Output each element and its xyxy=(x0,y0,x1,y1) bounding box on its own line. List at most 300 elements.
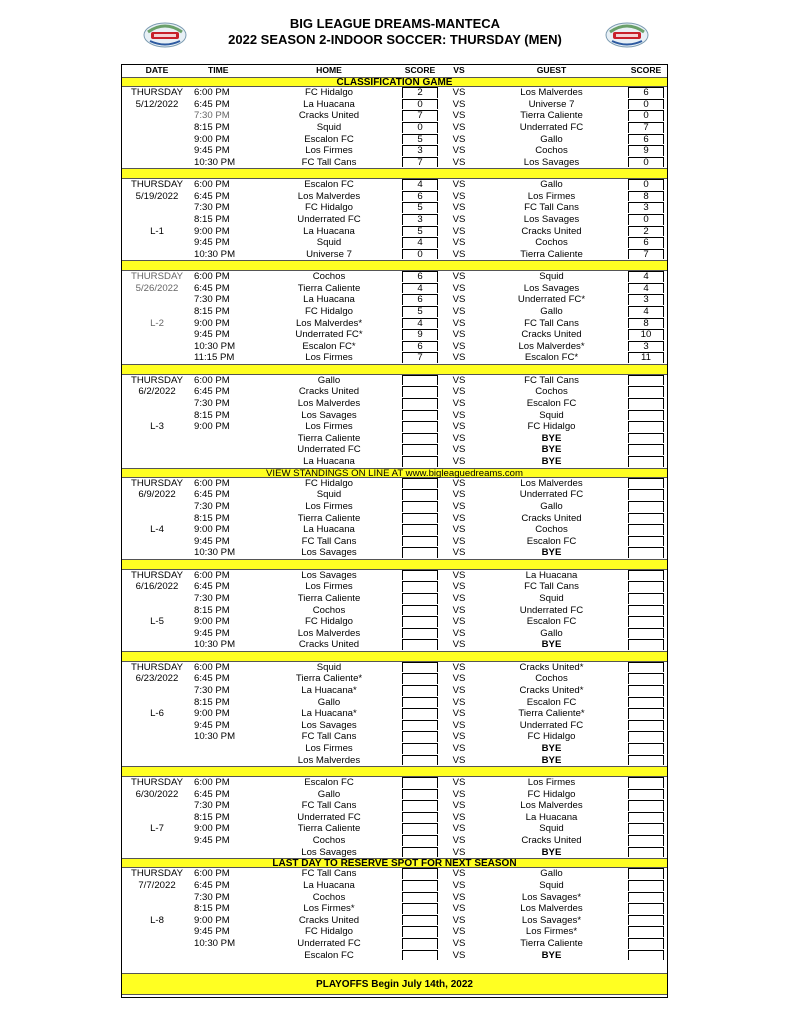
game-row xyxy=(122,306,667,318)
game-time xyxy=(194,456,258,468)
schedule-table xyxy=(121,64,668,998)
home-score xyxy=(402,456,438,468)
vs-label: VS xyxy=(452,846,466,858)
vs-label: VS xyxy=(452,512,466,524)
vs-label: VS xyxy=(452,938,466,949)
guest-team: Cracks United xyxy=(521,835,582,846)
guest-team: Squid xyxy=(539,593,564,604)
home-score: 0 xyxy=(417,98,423,110)
home-score xyxy=(402,823,438,835)
game-time: 6:00 PM xyxy=(194,569,230,581)
game-time: 6:45 PM xyxy=(194,98,230,110)
home-team: Los Savages xyxy=(301,719,357,731)
vs-label: VS xyxy=(452,456,466,467)
game-time: 6:00 PM xyxy=(194,777,230,788)
guest-score: 8 xyxy=(643,190,649,202)
home-score xyxy=(402,478,438,490)
vs-label: VS xyxy=(452,477,466,489)
game-row xyxy=(122,697,667,709)
week-label: L-5 xyxy=(150,616,164,628)
game-time: 10:30 PM xyxy=(194,156,236,168)
guest-team: Squid xyxy=(539,409,564,421)
guest-score: 3 xyxy=(643,340,649,352)
game-row xyxy=(122,410,667,422)
vs-label: VS xyxy=(452,868,466,880)
vs-label: VS xyxy=(452,593,466,604)
guest-team: Los Malverdes xyxy=(520,87,583,99)
guest-score xyxy=(628,755,664,767)
game-row xyxy=(122,616,667,628)
week-date: 5/12/2022 xyxy=(135,98,179,110)
weekday-label: THURSDAY xyxy=(130,374,184,386)
game-time: 8:15 PM xyxy=(194,811,230,823)
vs-label: VS xyxy=(452,386,466,398)
guest-team: Los Firmes xyxy=(527,190,576,202)
game-row xyxy=(122,329,667,341)
home-score xyxy=(402,375,438,387)
home-team: FC Tall Cans xyxy=(301,156,357,168)
guest-team: Squid xyxy=(539,880,564,891)
guest-team: FC Hidalgo xyxy=(527,788,576,800)
home-score xyxy=(402,673,438,685)
game-time: 6:00 PM xyxy=(194,477,230,489)
vs-label: VS xyxy=(452,145,466,157)
home-team: Underrated FC xyxy=(297,811,361,823)
vs-label: VS xyxy=(452,98,466,110)
guest-team: Los Malverdes xyxy=(520,800,583,812)
vs-label: VS xyxy=(452,133,466,145)
game-time: 10:30 PM xyxy=(194,547,236,559)
guest-score-column-header: SCORE xyxy=(630,65,662,75)
game-time: 6:45 PM xyxy=(194,880,230,891)
home-score xyxy=(402,501,438,513)
game-row xyxy=(122,87,667,99)
game-time xyxy=(194,755,258,767)
home-team: FC Hidalgo xyxy=(305,87,353,99)
home-score xyxy=(402,421,438,433)
guest-score xyxy=(628,581,664,593)
game-row xyxy=(122,926,667,938)
home-score: 5 xyxy=(417,306,423,317)
guest-score: 0 xyxy=(643,214,649,225)
game-row xyxy=(122,375,667,387)
vs-label: VS xyxy=(452,685,466,696)
game-time: 8:15 PM xyxy=(194,512,230,524)
home-team: Squid xyxy=(316,122,342,133)
home-score xyxy=(402,410,438,422)
game-row xyxy=(122,456,667,468)
guest-team: Underrated FC xyxy=(519,122,584,133)
page-subtitle: 2022 SEASON 2-INDOOR SOCCER: THURSDAY (MEN) xyxy=(228,32,562,47)
home-score: 6 xyxy=(417,294,423,306)
guest-score xyxy=(628,835,664,847)
home-score: 4 xyxy=(417,282,423,294)
home-score xyxy=(402,868,438,880)
weekday-label: THURSDAY xyxy=(130,569,184,581)
home-score: 3 xyxy=(417,145,423,157)
game-time: 9:45 PM xyxy=(194,926,230,938)
game-time: 9:00 PM xyxy=(194,317,230,329)
game-row xyxy=(122,433,667,445)
home-score xyxy=(402,880,438,892)
weekday-label: THURSDAY xyxy=(130,868,184,880)
vs-label: VS xyxy=(452,708,466,720)
home-team: Cracks United xyxy=(298,386,360,398)
home-team: Cochos xyxy=(312,891,346,903)
guest-score xyxy=(628,892,664,904)
guest-score: 7 xyxy=(643,122,649,133)
home-score xyxy=(402,570,438,582)
section-banner-text: VIEW STANDINGS ON LINE AT www.bigleaguedreams.com xyxy=(266,467,523,479)
game-row xyxy=(122,134,667,146)
home-team: FC Hidalgo xyxy=(305,202,353,214)
vs-label: VS xyxy=(452,190,466,202)
game-row xyxy=(122,812,667,824)
game-row xyxy=(122,662,667,674)
home-score: 4 xyxy=(417,237,423,249)
guest-score: 3 xyxy=(643,202,649,214)
home-score xyxy=(402,777,438,789)
home-team: La Huacana xyxy=(303,456,355,467)
guest-score xyxy=(628,697,664,709)
game-row xyxy=(122,593,667,605)
game-time: 8:15 PM xyxy=(194,903,230,915)
game-row xyxy=(122,513,667,525)
week-date: 6/9/2022 xyxy=(138,489,176,501)
game-row xyxy=(122,847,667,859)
home-score: 9 xyxy=(417,329,423,341)
guest-team: Underrated FC xyxy=(519,604,584,616)
home-score xyxy=(402,685,438,697)
bye-label: BYE xyxy=(541,639,562,651)
home-score: 7 xyxy=(417,156,423,168)
vs-label: VS xyxy=(452,156,466,168)
home-score: 3 xyxy=(417,214,423,225)
guest-team: Los Savages* xyxy=(521,891,582,903)
guest-team: Los Savages* xyxy=(521,914,582,926)
big-league-dreams-logo xyxy=(604,18,650,52)
guest-team: Cochos xyxy=(535,524,568,536)
game-row xyxy=(122,501,667,513)
section-banner-blank xyxy=(122,559,667,570)
week-date: 6/2/2022 xyxy=(138,386,176,398)
bye-label: BYE xyxy=(541,754,562,766)
guest-team: FC Tall Cans xyxy=(524,374,579,386)
guest-score xyxy=(628,398,664,410)
game-row xyxy=(122,352,667,364)
home-score: 5 xyxy=(417,133,423,145)
home-team: Gallo xyxy=(317,788,341,800)
guest-team: Squid xyxy=(539,271,564,283)
home-team: Tierra Caliente xyxy=(297,593,361,604)
game-time: 9:00 PM xyxy=(194,823,230,835)
home-score xyxy=(402,605,438,617)
guest-score: 6 xyxy=(643,133,649,145)
game-time: 9:00 PM xyxy=(194,225,230,237)
game-row xyxy=(122,731,667,743)
vs-label: VS xyxy=(452,340,466,352)
home-score xyxy=(402,731,438,743)
vs-label: VS xyxy=(452,282,466,294)
guest-team: Gallo xyxy=(540,868,563,880)
week-date: 5/26/2022 xyxy=(135,282,179,294)
game-row xyxy=(122,249,667,261)
home-column-header: HOME xyxy=(316,65,342,75)
home-team: Escalon FC* xyxy=(302,340,356,352)
home-team: La Huacana* xyxy=(301,685,357,696)
home-score xyxy=(402,812,438,824)
vs-label: VS xyxy=(452,524,466,536)
section-banner-blank xyxy=(122,260,667,271)
guest-team: Gallo xyxy=(540,179,563,191)
game-row xyxy=(122,202,667,214)
game-row xyxy=(122,157,667,169)
game-time: 8:15 PM xyxy=(194,604,230,616)
guest-score xyxy=(628,926,664,938)
guest-score xyxy=(628,915,664,927)
guest-score xyxy=(628,489,664,501)
guest-team: Escalon FC xyxy=(526,696,577,708)
guest-score: 0 xyxy=(643,156,649,168)
page-title: BIG LEAGUE DREAMS-MANTECA xyxy=(289,16,501,31)
home-team: Los Savages xyxy=(301,846,357,858)
guest-score xyxy=(628,950,664,962)
bye-label: BYE xyxy=(541,456,562,467)
vs-label: VS xyxy=(452,914,466,926)
vs-label: VS xyxy=(452,891,466,903)
guest-score: 0 xyxy=(643,110,649,122)
home-score: 7 xyxy=(417,110,423,122)
game-time xyxy=(194,433,258,445)
home-team: FC Hidalgo xyxy=(305,477,353,489)
guest-team: Universe 7 xyxy=(528,98,575,110)
game-time: 10:30 PM xyxy=(194,639,236,651)
home-team: FC Hidalgo xyxy=(305,616,353,628)
home-team: Los Savages xyxy=(301,569,357,581)
guest-score xyxy=(628,720,664,732)
guest-score: 0 xyxy=(643,179,649,191)
home-team: Tierra Caliente xyxy=(297,282,361,294)
bye-label: BYE xyxy=(541,846,562,858)
guest-score: 4 xyxy=(643,282,649,294)
date-column-header: DATE xyxy=(145,65,169,75)
game-time: 8:15 PM xyxy=(194,214,230,225)
home-score xyxy=(402,835,438,847)
vs-label: VS xyxy=(452,926,466,938)
home-team: Los Firmes xyxy=(305,501,353,512)
guest-team: Los Savages xyxy=(523,156,580,168)
vs-label: VS xyxy=(452,604,466,616)
vs-label: VS xyxy=(452,800,466,812)
game-time: 8:15 PM xyxy=(194,122,230,133)
guest-score: 2 xyxy=(643,225,649,237)
guest-score xyxy=(628,628,664,640)
guest-team: Cochos xyxy=(535,673,568,685)
home-team: Los Firmes xyxy=(305,581,353,593)
game-time: 6:45 PM xyxy=(194,190,230,202)
home-team: Cracks United xyxy=(298,914,360,926)
game-time: 11:15 PM xyxy=(194,352,235,364)
guest-score xyxy=(628,410,664,422)
home-team: La Huacana xyxy=(303,294,355,306)
guest-team: Gallo xyxy=(540,133,563,145)
home-team: Los Malverdes xyxy=(297,627,361,639)
home-score: 2 xyxy=(417,87,423,99)
home-score xyxy=(402,743,438,755)
home-score xyxy=(402,662,438,674)
game-row xyxy=(122,318,667,330)
guest-score xyxy=(628,421,664,433)
game-time xyxy=(194,444,258,456)
game-time: 6:45 PM xyxy=(194,489,230,501)
game-time: 7:30 PM xyxy=(194,800,230,812)
home-team: La Huacana xyxy=(303,524,355,536)
game-row xyxy=(122,386,667,398)
game-row xyxy=(122,524,667,536)
bye-label: BYE xyxy=(541,743,562,754)
guest-score: 4 xyxy=(643,306,649,317)
home-team: Los Malverdes xyxy=(297,754,361,766)
home-team: Escalon FC xyxy=(304,179,354,191)
game-time: 6:00 PM xyxy=(194,87,230,99)
section-banner-text: CLASSIFICATION GAME xyxy=(336,77,453,88)
game-time xyxy=(194,847,258,859)
week-date: 6/30/2022 xyxy=(135,788,179,800)
game-row xyxy=(122,283,667,295)
vs-label: VS xyxy=(452,880,466,891)
guest-score xyxy=(628,513,664,525)
guest-score xyxy=(628,639,664,651)
home-team: Gallo xyxy=(317,696,341,708)
game-time: 9:45 PM xyxy=(194,835,230,846)
home-score xyxy=(402,847,438,859)
home-team: Underrated FC xyxy=(297,938,361,949)
guest-team: Cochos xyxy=(535,386,568,398)
game-time: 9:45 PM xyxy=(194,145,230,157)
vs-label: VS xyxy=(452,788,466,800)
home-team: Tierra Caliente xyxy=(297,512,361,524)
time-column-header: TIME xyxy=(208,65,229,75)
guest-score: 9 xyxy=(643,145,649,157)
vs-label: VS xyxy=(452,835,466,846)
game-row xyxy=(122,421,667,433)
game-row xyxy=(122,179,667,191)
guest-score xyxy=(628,708,664,720)
guest-team: Los Firmes* xyxy=(525,926,578,938)
week-label: L-3 xyxy=(150,421,164,433)
home-team: La Huacana xyxy=(303,880,355,891)
game-row xyxy=(122,122,667,134)
home-score xyxy=(402,398,438,410)
guest-team: Cochos xyxy=(535,145,568,157)
vs-label: VS xyxy=(452,501,466,512)
game-time: 7:30 PM xyxy=(194,398,230,409)
vs-label: VS xyxy=(452,248,466,260)
home-team: Cochos xyxy=(312,604,346,616)
guest-score xyxy=(628,444,664,456)
guest-team: Cracks United xyxy=(521,512,582,524)
section-banner-text: LAST DAY TO RESERVE SPOT FOR NEXT SEASON xyxy=(272,858,517,870)
home-score xyxy=(402,789,438,801)
game-time: 9:45 PM xyxy=(194,535,230,547)
vs-label: VS xyxy=(452,627,466,639)
guest-score xyxy=(628,685,664,697)
week-label: L-8 xyxy=(150,914,164,926)
game-time: 6:45 PM xyxy=(194,282,230,294)
game-time: 10:30 PM xyxy=(194,248,236,260)
home-team: FC Hidalgo xyxy=(305,926,353,938)
game-row xyxy=(122,892,667,904)
game-time: 6:00 PM xyxy=(194,374,230,386)
home-score: 7 xyxy=(417,352,423,364)
week-date: 7/7/2022 xyxy=(138,880,176,891)
game-time: 8:15 PM xyxy=(194,409,230,421)
guest-team: Los Malverdes xyxy=(520,903,583,915)
home-team: Los Savages xyxy=(301,409,357,421)
vs-label: VS xyxy=(452,569,466,581)
home-team: Los Savages xyxy=(301,547,357,559)
game-row xyxy=(122,110,667,122)
game-time: 9:00 PM xyxy=(194,708,230,720)
section-banner-blank xyxy=(122,168,667,179)
home-score: 0 xyxy=(417,122,423,133)
game-row xyxy=(122,581,667,593)
game-time: 6:00 PM xyxy=(194,661,230,673)
home-team: Gallo xyxy=(317,374,341,386)
section-banner-blank xyxy=(122,364,667,375)
game-time: 9:45 PM xyxy=(194,719,230,731)
game-row xyxy=(122,478,667,490)
game-time: 10:30 PM xyxy=(194,938,236,949)
vs-label: VS xyxy=(452,409,466,421)
game-time: 10:30 PM xyxy=(194,731,236,743)
game-row xyxy=(122,99,667,111)
home-score xyxy=(402,581,438,593)
game-row xyxy=(122,743,667,755)
vs-label: VS xyxy=(452,225,466,237)
guest-score xyxy=(628,789,664,801)
guest-score xyxy=(628,605,664,617)
bye-label: BYE xyxy=(541,547,562,559)
bye-label: BYE xyxy=(541,444,562,456)
page-header xyxy=(120,14,670,62)
home-team: Tierra Caliente xyxy=(297,823,361,835)
home-score xyxy=(402,513,438,525)
game-time: 7:30 PM xyxy=(194,110,230,122)
game-row xyxy=(122,915,667,927)
vs-label: VS xyxy=(452,743,466,754)
vs-label: VS xyxy=(452,214,466,225)
guest-score xyxy=(628,868,664,880)
bye-label: BYE xyxy=(541,949,562,961)
section-banner-classification xyxy=(122,77,667,87)
game-time: 9:00 PM xyxy=(194,616,230,628)
week-label: L-6 xyxy=(150,708,164,720)
weekday-label: THURSDAY xyxy=(130,661,184,673)
game-row xyxy=(122,570,667,582)
vs-label: VS xyxy=(452,398,466,409)
home-score: 4 xyxy=(417,179,423,191)
vs-label: VS xyxy=(452,949,466,961)
guest-team: FC Tall Cans xyxy=(524,581,579,593)
home-score xyxy=(402,616,438,628)
home-team: Los Firmes xyxy=(305,421,353,433)
vs-label: VS xyxy=(452,294,466,306)
guest-team: La Huacana xyxy=(525,569,578,581)
home-score: 5 xyxy=(417,202,423,214)
game-row xyxy=(122,271,667,283)
guest-score xyxy=(628,800,664,812)
